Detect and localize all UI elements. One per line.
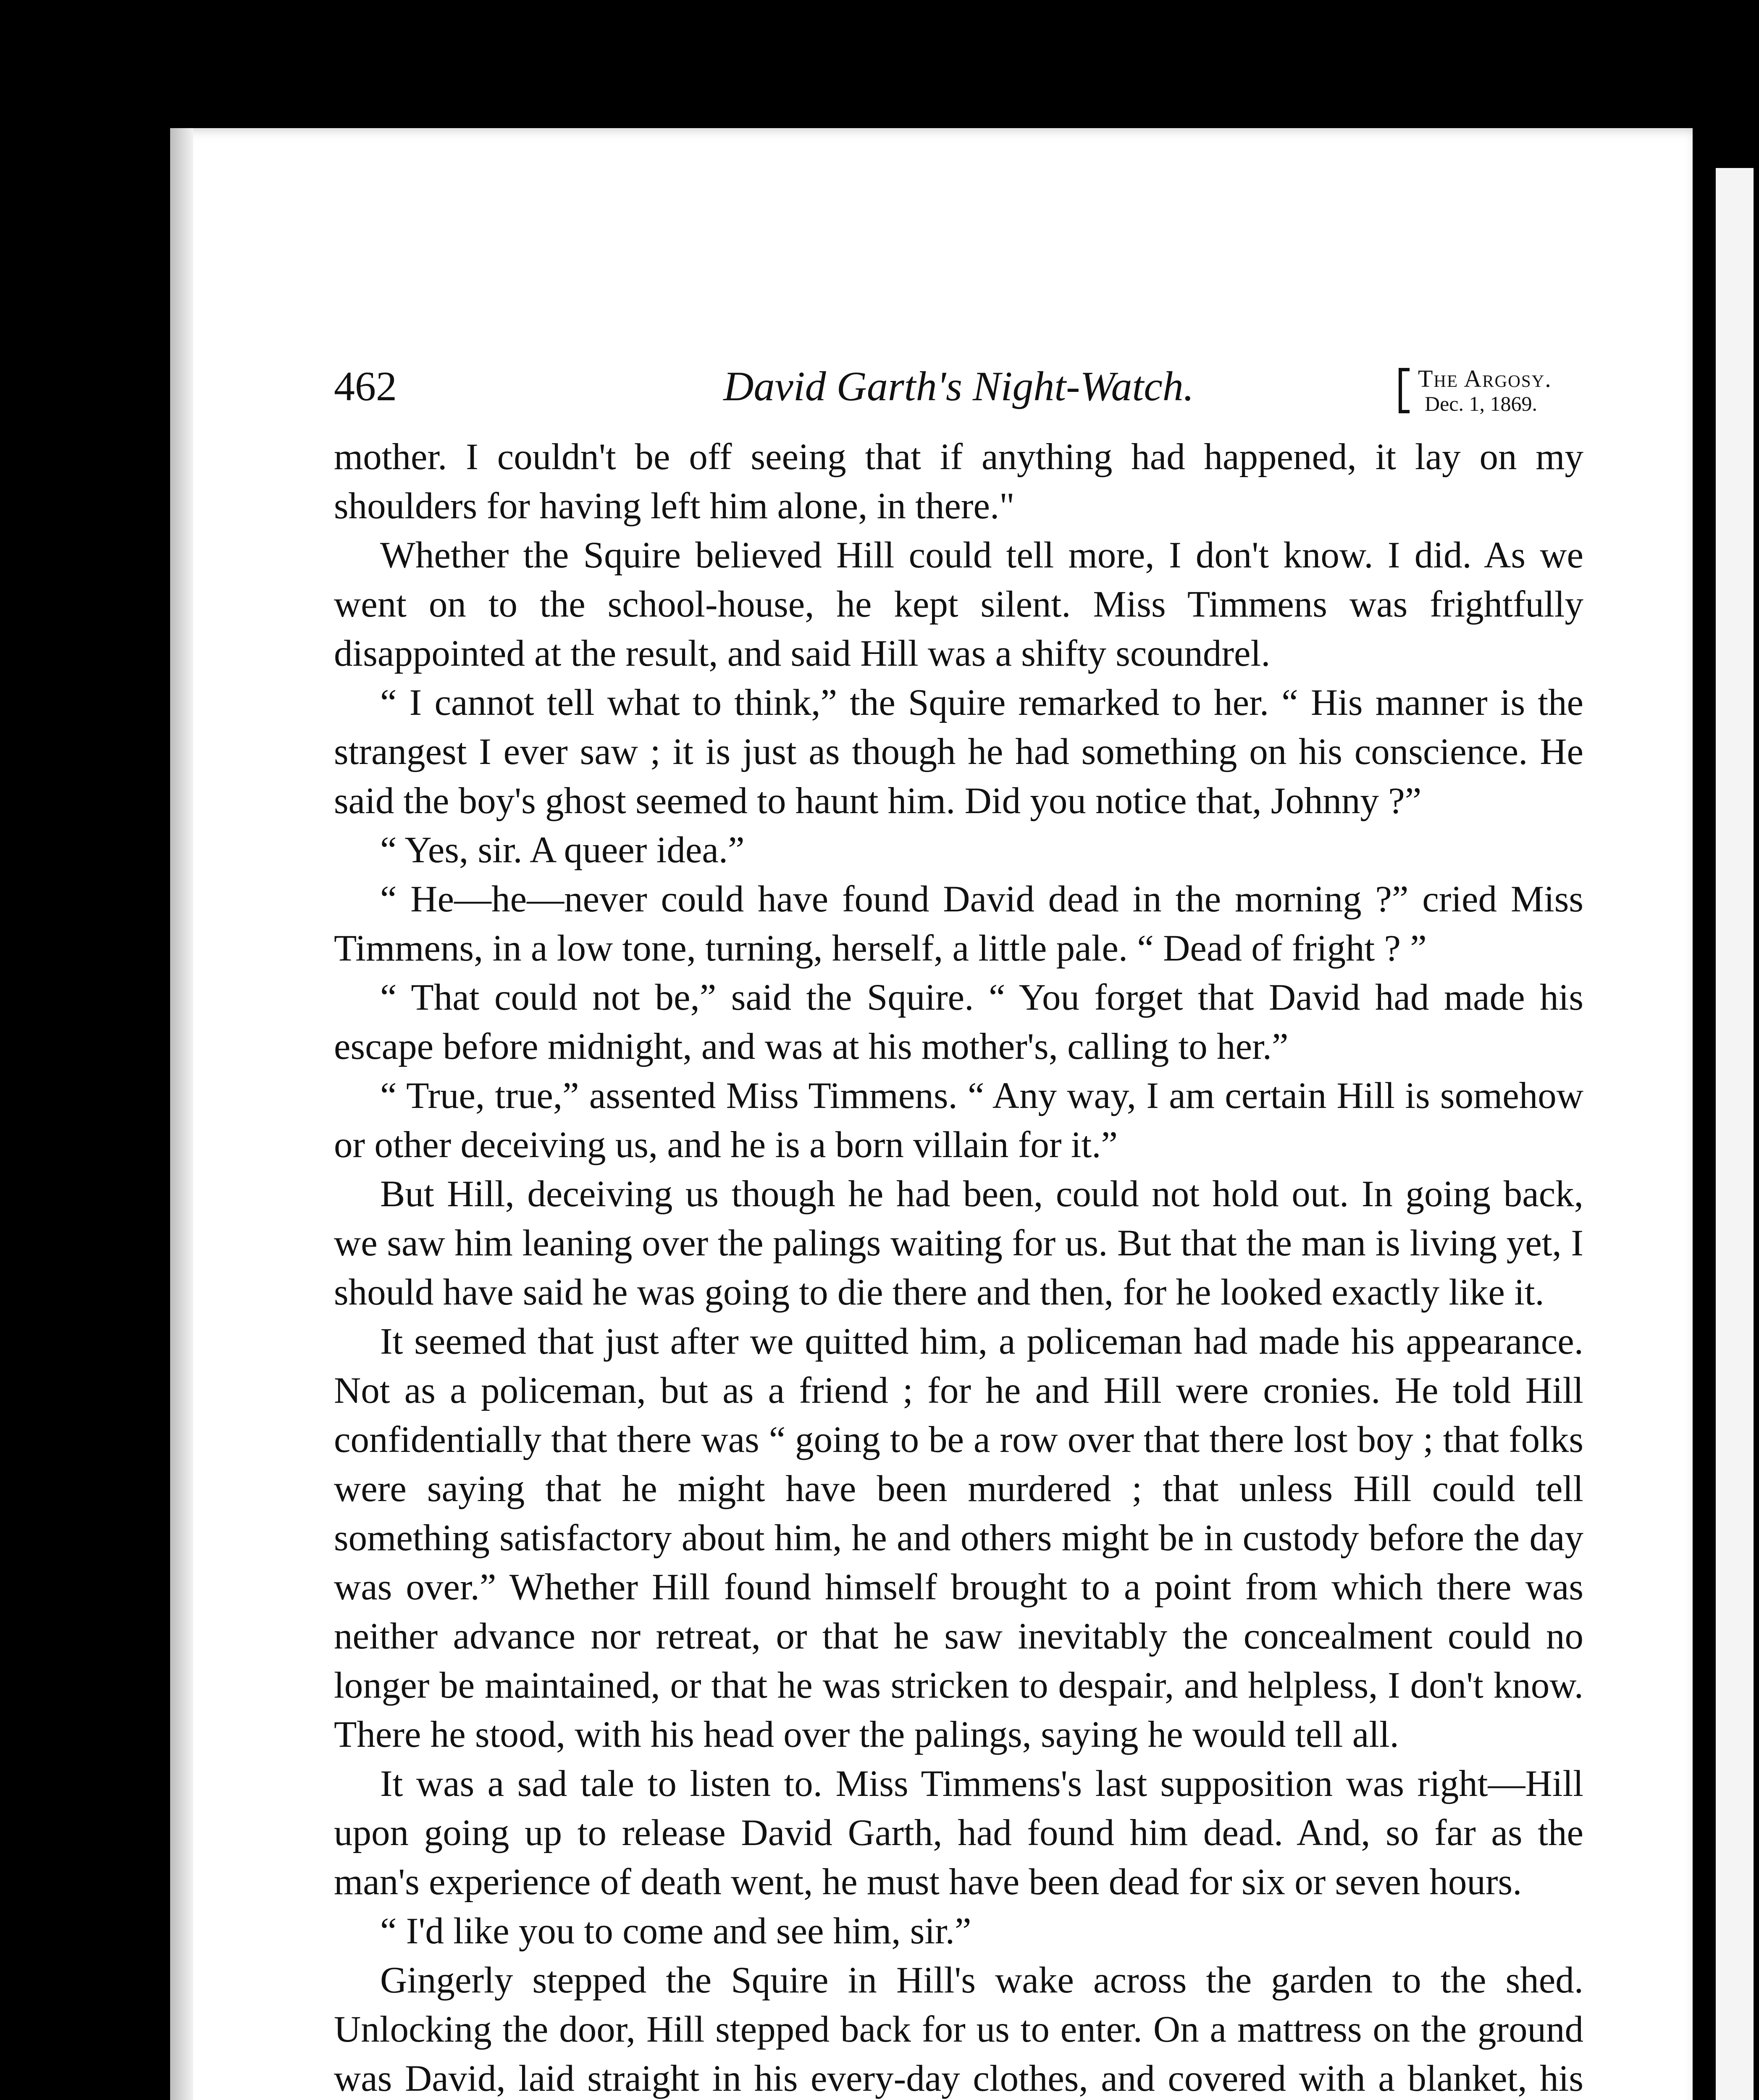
paragraph: “ I cannot tell what to think,” the Squire remarked to her. “ His manner is the strangest I ever saw ; it is just as though he had something on his conscience. He said the boy's ghost seemed to haunt him. Did you notice that, Johnny ?” — [334, 682, 1583, 822]
paragraph: “ I'd like you to come and see him, sir.” — [380, 1911, 971, 1952]
magazine-citation — [1399, 355, 1583, 414]
paragraph: Gingerly stepped the Squire in Hill's wake across the garden to the shed. Unlocking the door, Hill stepped back for us to enter. On a mattress on the ground was David, laid straight in his every-day clothes, and covered with a blanket, his — [334, 1960, 1583, 2099]
page-gutter-shadow — [170, 128, 193, 2100]
paragraph: Whether the Squire believed Hill could tell more, I don't know. I did. As we went on to the school-house, he kept silent. Miss Timmens was frightfully disappointed at the result, and said Hill was a shifty scoundrel. — [334, 535, 1583, 674]
paragraph: “ True, true,” assented Miss Timmens. “ Any way, I am certain Hill is somehow or other deceiving us, and he is a born villain for it.” — [334, 1075, 1583, 1166]
body-text — [334, 433, 1583, 2100]
running-title: David Garth's Night-Watch. — [723, 363, 1194, 410]
paragraph: It was a sad tale to listen to. Miss Timmens's last supposition was right—Hill upon going up to release David Garth, had found him dead. And, so far as the man's experience of death went, he must have been dead for six or seven hours. — [334, 1763, 1583, 1903]
facing-page-edge — [1712, 168, 1754, 2100]
page-number: 462 — [334, 363, 397, 410]
magazine-date: Dec. 1, 1869. — [1425, 392, 1537, 415]
page-header — [334, 353, 1583, 416]
paragraph: mother. I couldn't be off seeing that if anything had happened, it lay on my shoulders for having left him alone, in there." — [334, 436, 1583, 527]
paragraph: “ That could not be,” said the Squire. “ You forget that David had made his escape before midnight, and was at his mother's, calling to her.” — [334, 977, 1583, 1067]
magazine-name: The Argosy. — [1418, 365, 1552, 392]
paragraph: It seemed that just after we quitted him, a policeman had made his appearance. Not as a policeman, but as a friend ; for he and Hill were cronies. He told Hill confidentially that there was “ going to be a row over that there lost boy ; that folks were saying that he might have been murdered ; that unless Hill could tell something satisfactory about him, he and others might be in custody before the day was over.” Whether Hill found himself brought to a point from which there was neither advance nor retreat, or that he saw inevitably the concealment could no longer be maintained, or that he was stricken to despair, and helpless, I don't know. There he stood, with his head over the palings, saying he would tell all. — [334, 1321, 1583, 1755]
paragraph: But Hill, deceiving us though he had been, could not hold out. In going back, we saw him leaning over the palings waiting for us. But that the man is living yet, I should have said he was going to die there and then, for he looked exactly like it. — [334, 1173, 1583, 1313]
bracket-glyph — [1399, 368, 1410, 413]
paragraph: “ He—he—never could have found David dead in the morning ?” cried Miss Timmens, in a low tone, turning, herself, a little pale. “ Dead of fright ? ” — [334, 879, 1583, 969]
paragraph: “ Yes, sir. A queer idea.” — [380, 830, 745, 871]
